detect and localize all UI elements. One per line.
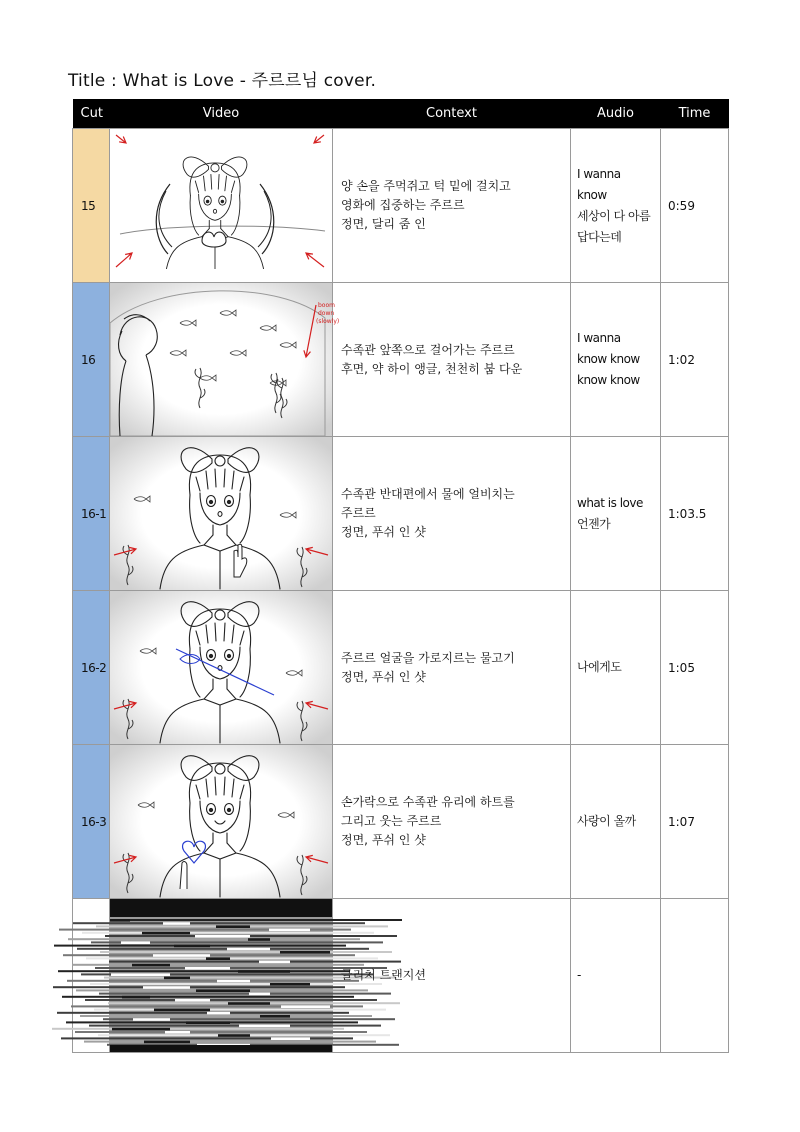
audio-line: 언젠가	[577, 516, 611, 531]
context-line: 글리치 트랜지션	[341, 968, 426, 982]
context-line: 손가락으로 수족관 유리에 하트를	[341, 795, 515, 809]
video-frame	[110, 591, 333, 745]
audio-line: -	[577, 968, 581, 982]
table-row	[73, 745, 729, 899]
context-cell	[333, 591, 571, 745]
context-line: 주르르 얼굴을 가로지르는 물고기	[341, 650, 515, 665]
audio-cell	[571, 283, 661, 437]
audio-line: 답다는데	[577, 229, 622, 244]
context-cell	[333, 283, 571, 437]
storyboard-sketch	[110, 129, 332, 282]
context-line: 정면, 푸쉬 인 샷	[341, 833, 426, 847]
audio-cell	[571, 129, 661, 283]
audio-line: 사랑이 올까	[577, 814, 636, 828]
context-cell	[333, 129, 571, 283]
context-line: 정면, 푸쉬 인 샷	[341, 669, 426, 684]
context-line: 그리고 웃는 주르르	[341, 814, 442, 828]
audio-line: know know	[577, 373, 640, 387]
video-frame	[110, 899, 333, 1053]
storyboard-sketch	[110, 591, 332, 744]
time-cell: 1:02	[661, 283, 729, 437]
table-row	[73, 437, 729, 591]
context-line: 후면, 약 하이 앵글, 천천히 붐 다운	[341, 361, 523, 376]
context-cell	[333, 437, 571, 591]
context-line: 영화에 집중하는 주르르	[341, 198, 465, 212]
header-video: Video	[110, 99, 333, 129]
video-frame	[110, 437, 333, 591]
video-frame	[110, 745, 333, 899]
audio-line: I wanna	[577, 166, 621, 181]
table-row	[73, 591, 729, 745]
storyboard-sketch	[110, 899, 332, 1052]
context-line: 수족관 반대편에서 물에 얼비치는	[341, 487, 515, 501]
header-row	[73, 99, 729, 129]
context-cell	[333, 745, 571, 899]
video-frame	[110, 129, 333, 283]
cut-number: 16-1	[73, 437, 110, 591]
cut-number: 15	[73, 129, 110, 283]
cut-number: 16-3	[73, 745, 110, 899]
audio-cell	[571, 437, 661, 591]
context-cell	[333, 899, 571, 1053]
storyboard-sketch	[110, 283, 340, 436]
audio-cell	[571, 591, 661, 745]
audio-cell	[571, 745, 661, 899]
time-cell: 1:07	[661, 745, 729, 899]
table-row	[73, 899, 729, 1053]
context-line: 주르르	[341, 506, 376, 520]
audio-line: 세상이 다 아름	[577, 208, 651, 223]
table-row	[73, 129, 729, 283]
storyboard-sketch	[110, 437, 332, 590]
audio-cell	[571, 899, 661, 1053]
video-frame	[110, 283, 340, 437]
time-cell: 1:05	[661, 591, 729, 745]
header-time: Time	[661, 99, 729, 129]
svg-text:boom: boom	[318, 302, 335, 309]
table-row	[73, 283, 729, 437]
svg-text:down: down	[318, 310, 335, 317]
cut-number: 16	[73, 283, 110, 437]
audio-line: I wanna	[577, 331, 621, 345]
context-line: 수족관 앞쪽으로 걸어가는 주르르	[341, 342, 515, 357]
audio-line: 나에게도	[577, 660, 622, 674]
storyboard-table	[72, 99, 729, 1053]
header-context: Context	[333, 99, 571, 129]
svg-text:(slowly): (slowly)	[316, 318, 340, 325]
page-title: Title : What is Love - 주르르님 cover.	[68, 71, 377, 91]
time-cell: 0:59	[661, 129, 729, 283]
time-cell	[661, 899, 729, 1053]
storyboard-sketch	[110, 745, 332, 898]
audio-line: know know	[577, 352, 640, 366]
context-line: 정면, 푸쉬 인 샷	[341, 525, 426, 539]
header-audio: Audio	[571, 99, 661, 129]
cut-number: 16-2	[73, 591, 110, 745]
context-line: 양 손을 주먹쥐고 턱 밑에 걸치고	[341, 179, 511, 193]
audio-line: what is love	[577, 495, 643, 510]
context-line: 정면, 달리 줌 인	[341, 217, 426, 231]
header-cut: Cut	[73, 99, 110, 129]
time-cell: 1:03.5	[661, 437, 729, 591]
audio-line: know	[577, 187, 607, 202]
